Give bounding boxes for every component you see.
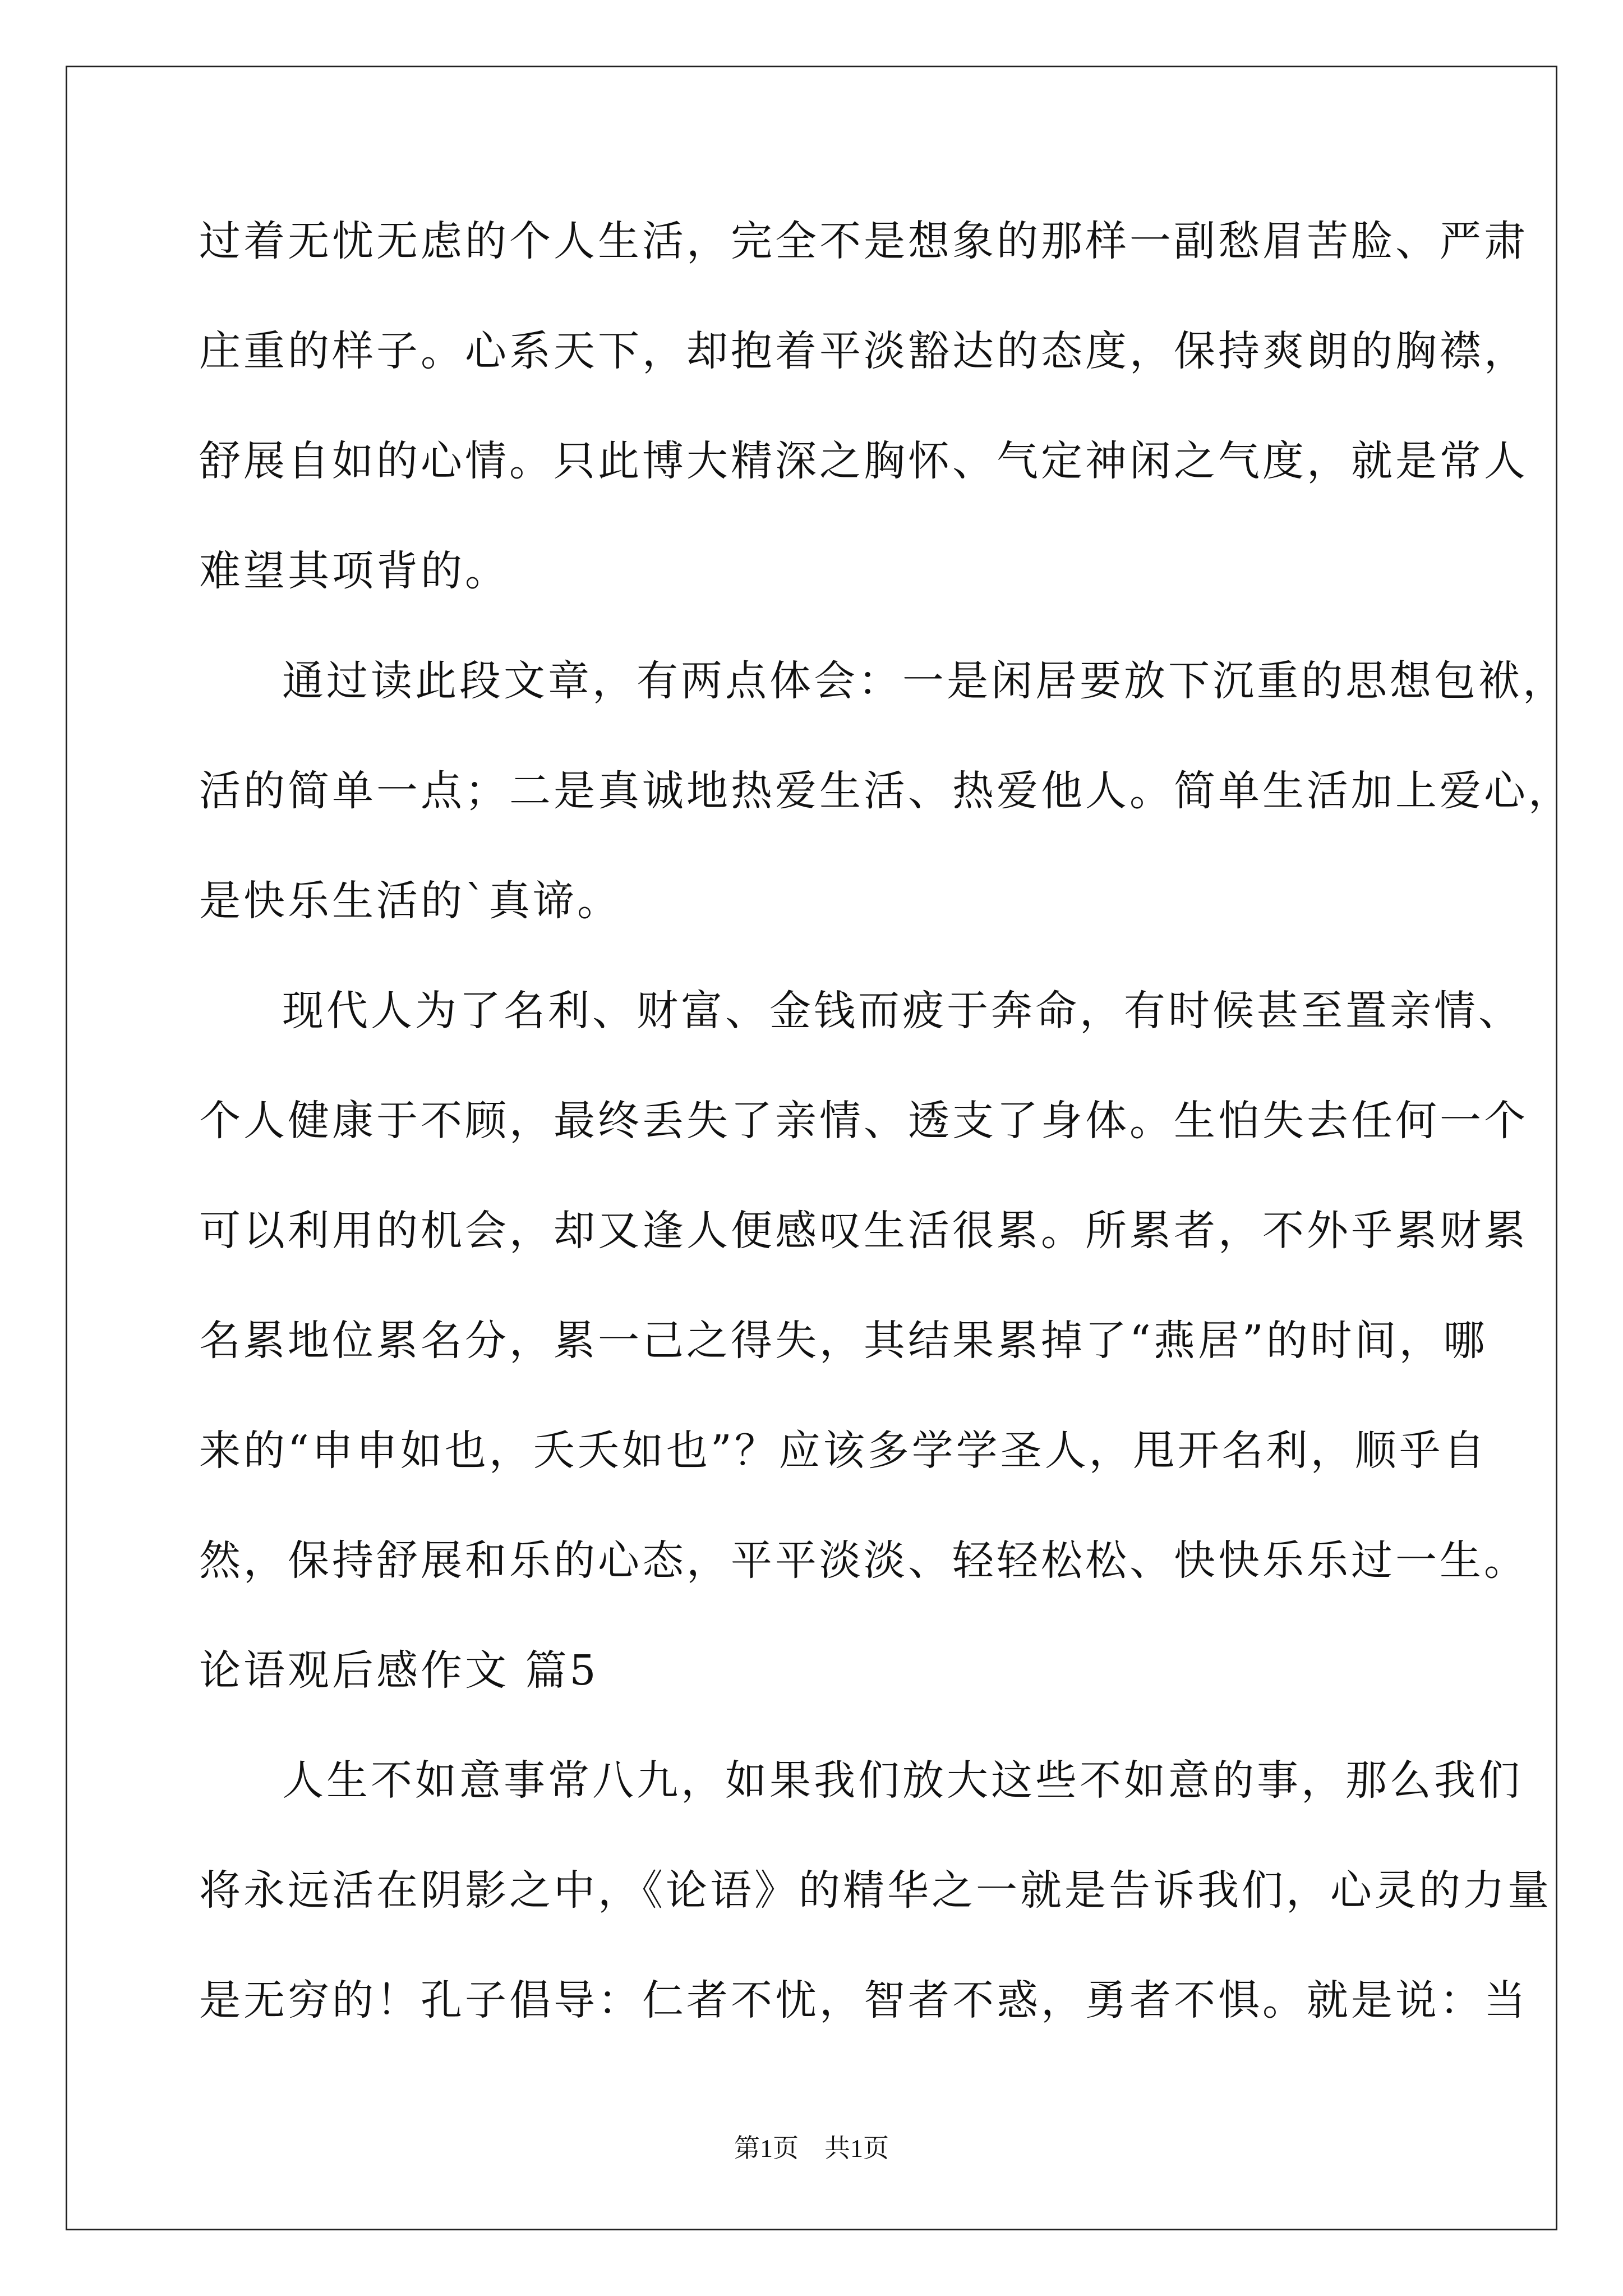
- section-heading: 论语观后感作文 篇5: [199, 1646, 599, 1695]
- text-line: 庄重的样子。心系天下，却抱着平淡豁达的态度，保持爽朗的胸襟，: [199, 327, 1528, 375]
- text-line: 是无穷的！孔子倡导：仁者不忧，智者不惑，勇者不惧。就是说：当: [199, 1976, 1528, 2024]
- text-line: 来的“申申如也，夭夭如也”？应该多学学圣人，甩开名利，顺乎自: [199, 1427, 1488, 1475]
- text-line: 通过读此段文章，有两点体会：一是闲居要放下沉重的思想包袱，: [282, 657, 1567, 705]
- text-line: 难望其项背的。: [199, 547, 509, 595]
- text-line: 舒展自如的心情。只此博大精深之胸怀、气定神闲之气度，就是常人: [199, 437, 1528, 485]
- page-number-footer: 第1页 共1页: [734, 2134, 889, 2162]
- text-line: 是快乐生活的`真谛。: [199, 877, 621, 925]
- text-line: 人生不如意事常八九，如果我们放大这些不如意的事，那么我们: [282, 1756, 1523, 1805]
- text-line: 名累地位累名分，累一己之得失，其结果累掉了“燕居”的时间，哪: [199, 1317, 1488, 1365]
- text-line: 活的简单一点；二是真诚地热爱生活、热爱他人。简单生活加上爱心，: [199, 767, 1573, 815]
- text-line: 个人健康于不顾，最终丢失了亲情、透支了身体。生怕失去任何一个: [199, 1097, 1528, 1145]
- text-line: 过着无忧无虑的个人生活，完全不是想象的那样一副愁眉苦脸、严肃: [199, 217, 1528, 265]
- text-line: 可以利用的机会，却又逢人便感叹生活很累。所累者，不外乎累财累: [199, 1207, 1528, 1255]
- text-line: 将永远活在阴影之中，《论语》的精华之一就是告诉我们，心灵的力量: [199, 1866, 1552, 1915]
- text-line: 然，保持舒展和乐的心态，平平淡淡、轻轻松松、快快乐乐过一生。: [199, 1536, 1528, 1585]
- text-line: 现代人为了名利、财富、金钱而疲于奔命，有时候甚至置亲情、: [282, 987, 1523, 1035]
